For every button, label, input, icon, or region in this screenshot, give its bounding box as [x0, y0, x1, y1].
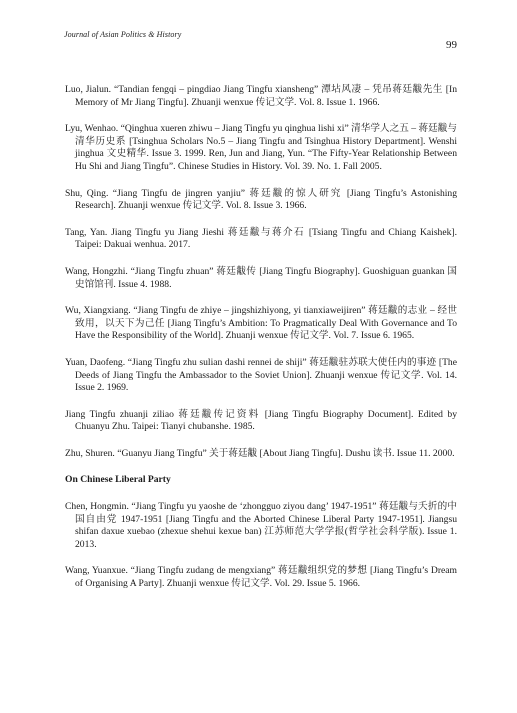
reference-entry: Wu, Xiangxiang. “Jiang Tingfu de zhiye – jingshizhiyong, yi tianxiaweijiren” 蒋廷黻的志业 – 经世致用，以天下为己任 [Jiang Tingfu’s Ambition: To Pragmatically Deal With Governance and To Have the Responsibility of the World]. Zhuanji wenxue 传记文学. Vol. 7. Issue 6. 1965.: [65, 305, 457, 342]
reference-entry: Tang, Yan. Jiang Tingfu yu Jiang Jieshi 蒋廷黻与蒋介石 [Tsiang Tingfu and Chiang Kaishek]. Taipei: Dakuai wenhua. 2017.: [65, 226, 457, 251]
section-heading: On Chinese Liberal Party: [65, 474, 171, 486]
reference-entry: Zhu, Shuren. “Guanyu Jiang Tingfu” 关于蒋廷黻 [About Jiang Tingfu]. Dushu 读书. Issue 11. 2000.: [65, 447, 455, 459]
reference-entry: Lyu, Wenhao. “Qinghua xueren zhiwu – Jiang Tingfu yu qinghua lishi xi” 清华学人之五 – 蒋廷黻与清华历史系 [Tsinghua Scholars No.5 – Jiang Tingfu and Tsinghua History Department]. Wenshi jinghua 文史精华. Issue 3. 1999. Ren, Jun and Jiang, Yun. “The Fifty-Year Relationship Between Hu Shi and Jiang Tingfu”. Chinese Studies in History. Vol. 39. No. 1. Fall 2005.: [65, 123, 457, 172]
page-number: 99: [446, 39, 457, 51]
reference-entry: Shu, Qing. “Jiang Tingfu de jingren yanjiu” 蒋廷黻的惊人研究 [Jiang Tingfu’s Astonishing Research]. Zhuanji wenxue 传记文学. Vol. 8. Issue 3. 1966.: [65, 187, 457, 212]
reference-list: [65, 84, 457, 605]
reference-entry: Wang, Yuanxue. “Jiang Tingfu zudang de mengxiang” 蒋廷黻组织党的梦想 [Jiang Tingfu’s Dream of Organising A Party]. Zhuanji wenxue 传记文学. Vol. 29. Issue 5. 1966.: [65, 565, 457, 590]
reference-entry: Yuan, Daofeng. “Jiang Tingfu zhu sulian dashi rennei de shiji” 蒋廷黻驻苏联大使任内的事迹 [The Deeds of Jiang Tingfu the Ambassador to the Soviet Union]. Zhuanji wenxue 传记文学. Vol. 14. Issue 2. 1969.: [65, 356, 457, 394]
reference-entry: Luo, Jialun. “Tandian fengqi – pingdiao Jiang Tingfu xiansheng” 潭坫风凄 – 凭吊蒋廷黻先生 [In Memory of Mr Jiang Tingfu]. Zhuanji wenxue 传记文学. Vol. 8. Issue 1. 1966.: [65, 84, 457, 108]
reference-entry: Wang, Hongzhi. “Jiang Tingfu zhuan” 蒋廷黻传 [Jiang Tingfu Biography]. Guoshiguan guankan 国史馆馆刊. Issue 4. 1988.: [65, 265, 457, 290]
journal-title: Journal of Asian Politics & History: [64, 30, 182, 39]
reference-entry: Jiang Tingfu zhuanji ziliao 蒋廷黻传记资料 [Jiang Tingfu Biography Document]. Edited by Chuanyu Zhu. Taipei: Tianyi chubanshe. 1985.: [65, 408, 457, 433]
reference-entry: Chen, Hongmin. “Jiang Tingfu yu yaoshe de ‘zhongguo ziyou dang’ 1947-1951” 蒋廷黻与夭折的中国自由党 1947-1951 [Jiang Tingfu and the Aborted Chinese Liberal Party 1947-1951]. Jiangsu shifan daxue xuebao (zhexue shehui kexue ban) 江苏师范大学学报(哲学社会科学版). Issue 1. 2013.: [65, 501, 457, 550]
